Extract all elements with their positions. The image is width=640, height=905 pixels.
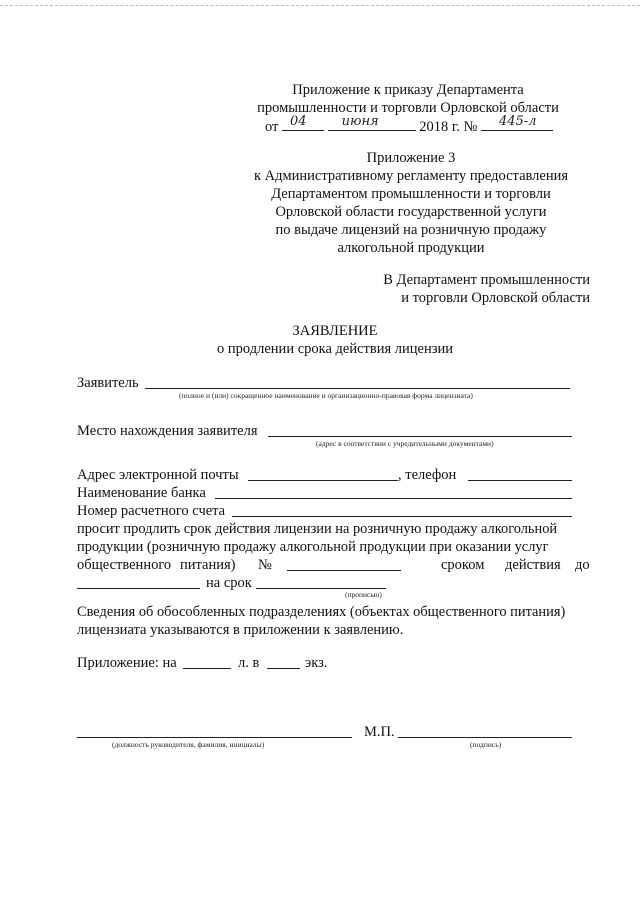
request-line3d: сроком [441,557,485,573]
applicant-label: Заявитель [77,375,139,391]
license-number-field[interactable] [287,570,401,571]
document-subtitle: о продлении срока действия лицензии [217,341,453,357]
attachment-copies-field[interactable] [267,668,300,669]
order-date-prefix: от [265,119,279,135]
location-hint: (адрес в соответствии с учредительными документами) [316,439,494,448]
phone-field[interactable] [468,480,572,481]
order-day-handwritten: 04 [290,114,307,129]
applicant-field[interactable] [145,388,570,389]
order-month-field [328,114,416,131]
term-label: на срок [206,575,252,591]
bank-field[interactable] [215,498,572,499]
order-header-line1: Приложение к приказу Департамента [292,82,524,98]
branches-line2: лицензиата указываются в приложении к заявлению. [77,622,404,638]
attachment-prefix: Приложение: на [77,655,177,671]
location-field[interactable] [268,436,572,437]
request-line3f: до [575,557,590,573]
account-label: Номер расчетного счета [77,503,226,519]
addressee-line2: и торговли Орловской области [401,290,590,306]
appendix-line5: по выдаче лицензий на розничную продажу [275,222,547,238]
email-label: Адрес электронной почты [77,467,239,483]
term-field[interactable] [256,588,386,589]
document-title: ЗАЯВЛЕНИЕ [292,323,378,339]
scan-edge-line [0,5,640,6]
signatory-field[interactable] [77,737,352,738]
order-day-field [282,114,324,131]
stamp-label: М.П. [364,724,395,740]
request-line2: продукции (розничную продажу алкогольной продукции при оказании услуг [77,539,549,555]
valid-until-field[interactable] [77,588,200,589]
email-field[interactable] [248,480,398,481]
appendix-line3: Департаментом промышленности и торговли [271,186,551,202]
request-line3a: общественного [77,557,172,573]
request-line3c: № [258,557,272,573]
attachment-mid: л. в [238,655,260,671]
signature-field[interactable] [398,737,572,738]
order-number-handwritten: 445-л [498,114,537,129]
order-header-line2: промышленности и торговли Орловской области [257,100,559,116]
order-number-field [481,114,553,131]
appendix-line1: Приложение 3 [366,150,456,166]
request-line1: просит продлить срок действия лицензии на розничную продажу алкогольной [77,521,558,537]
phone-label: , телефон [398,467,457,483]
request-line3e: действия [505,557,561,573]
appendix-line2: к Административному регламенту предоставления [253,168,569,184]
order-year-text: 2018 г. № [419,119,478,135]
signature-hint: (подпись) [470,740,502,749]
term-hint: (прописью) [345,590,382,599]
appendix-line6: алкогольной продукции [337,240,485,256]
bank-label: Наименование банка [77,485,206,501]
order-month-handwritten: июня [341,114,379,129]
request-line3b: питания) [180,557,236,573]
attachment-pages-field[interactable] [183,668,231,669]
signatory-hint: (должность руководителя, фамилия, инициалы) [112,740,265,749]
location-label: Место нахождения заявителя [77,423,258,439]
applicant-hint: (полное и (или) сокращенное наименование и организационно-правовая форма лицензиата) [179,391,473,400]
addressee-line1: В Департамент промышленности [383,272,590,288]
order-date-line [265,114,553,135]
attachment-suffix: экз. [305,655,328,671]
account-field[interactable] [232,516,572,517]
branches-line1: Сведения об обособленных подразделениях (объектах общественного питания) [77,604,566,620]
appendix-line4: Орловской области государственной услуги [275,204,547,220]
